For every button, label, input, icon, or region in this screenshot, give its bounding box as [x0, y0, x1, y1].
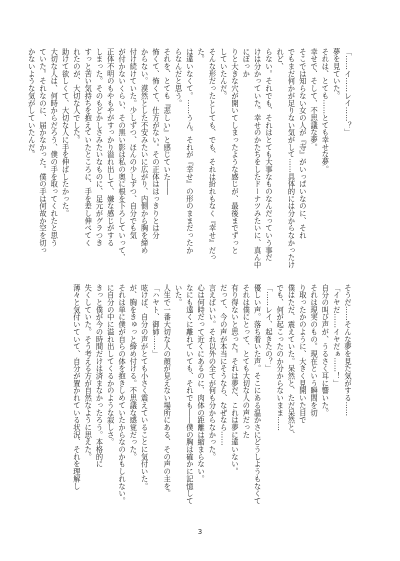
text-block-upper [27, 48, 354, 274]
text-column: それを、とても『悲しい』と感じていた―― [163, 48, 173, 195]
text-column: 夢を見ていた。 [332, 48, 342, 100]
text-column: 「……レイ、起きたの？」 [264, 284, 274, 373]
text-column: りと大きな穴が開いてしまったような感じが、最後までずっと [231, 48, 241, 254]
text-column: それは現実のもの。現在という瞬間を切 [310, 284, 320, 417]
text-column: ていた。それなのに、届かなかった。僕の手は何故か空を切っ [38, 48, 48, 254]
text-column: でもまだ何かが足りない気がして……具体的には分からなかったけれど、 [276, 48, 297, 269]
text-column: それは僕にとって、とても大切な人の声だった [242, 284, 252, 439]
text-column: それは、とても……とても幸せな夢。 [321, 48, 331, 173]
text-column: からない。漠然とした不安みたいに広がり、内側から胸を締め [140, 48, 150, 254]
text-column: 自分の叫び声が、うるさく耳に響いた。 [321, 284, 331, 417]
text-column: 有り得ないと思った。それは夢だ、これは夢に違いない。 [231, 284, 241, 476]
text-column: だって、今の声が本当にそうなら、なぜなら…… [219, 284, 229, 446]
text-column: そうだ……そんな夢を見た気がする…… [344, 284, 353, 417]
text-column: 人生で一番大切な人の顔が見えない場所にある、その声の主を。 [163, 284, 173, 498]
page-number: 3 [197, 528, 203, 536]
text-column: すっと苦い気持ちを抱えていたところに、手を差し伸べてく [84, 48, 94, 247]
text-column: かないような気がしていたんだ。 [27, 48, 37, 159]
text-column: 付け続けていた。少しずつ、ほんの少しずつ、自分でも気 [129, 48, 139, 240]
text-column: が付かないくらい、その黒い影は私の奥に根を下ろしていって、 [118, 48, 128, 262]
text-column: 助けて欲しくて、大切な人に手を伸ばしたかった。 [61, 48, 71, 218]
text-column: 優しい声。落ち着いた声。そこにある温かさにどうしようもなくて [253, 284, 263, 505]
text-column: れたのが、大切な人でした。 [72, 48, 82, 144]
text-column: 正体不明のもやもやがすっかり溢れ出して、嫌な感じがする [106, 48, 116, 247]
text-column: でも、何が起こったのか分からないまま…… [276, 284, 286, 431]
text-column: していたんだ。 [219, 48, 229, 100]
text-column: 心は何時だって近くにあるのに、肉体の距離は縮まらない。 [197, 284, 207, 483]
text-column: そんな形だったとしても、でも、それは紛れもなく『幸せ』だった。 [197, 48, 218, 262]
text-column: 言えばいい。それ以外の全てが何も分からなかった。 [208, 284, 218, 461]
text-block-lower [46, 284, 354, 508]
text-column: に自分の中に溢れ出してくるかのような寂しさ。 [106, 284, 116, 446]
text-column: そこでは知らない女の人が『寺』がいっぱいなのに、それ [298, 48, 308, 240]
text-column: り取ったかのように、大きく見開いた目で [298, 284, 308, 424]
text-column: しまった。そのもどかしさみたいなものに、足元がグラつき [95, 48, 105, 247]
text-column: 薄々と気付いていて、自分が置かれている状況、それを理解し [72, 284, 82, 490]
text-column: は違いなくて。……うん。それが『幸せ』の形のままだったか [185, 48, 195, 254]
text-column: 「……イ……レイ……？」 [344, 48, 353, 137]
text-column: なにも遠くに離れていても、それでも――僕の胸は確かに記憶していた。 [174, 284, 195, 505]
text-column: 「ハヤト、御姉……」 [151, 284, 161, 358]
text-column: らない。それでも、それはとても大事なものなんだっていう事だ [264, 48, 274, 262]
text-column: らなんだと思う。 [174, 48, 184, 107]
text-column: 僕はただ、震えていた。呆然と、ただ呆然と、 [287, 284, 297, 439]
text-column: 「イヤだ……イヤだぁ……！」 [332, 284, 342, 387]
text-column: けは分かっていた。幸せのかたちをしたドーナツみたいに、真ん中にぽっか [242, 48, 263, 269]
text-column: 怖くて、怖くて、仕方がない。その正体ははっきりとは分 [151, 48, 161, 240]
text-column: きっと僕が今の時間だけは済まなかったろう。本格的に [95, 284, 105, 468]
text-column: 大切な人は、何時からだろう、僕の手を取ってくれたと思う [50, 48, 60, 247]
text-column: 失くしていた。そう考える方が自然なように思えた。 [84, 284, 94, 461]
text-column: 呟けば、自分の声がとても小さく震えていることに気付いた。 [140, 284, 150, 490]
text-column: 幸せで、そして、不思議な夢。 [310, 48, 320, 151]
text-column: それは単に僕が自らの体を抱きしめていたからなのかもしれない。 [118, 284, 128, 505]
text-column: が、胸をきゅっと締め付ける。不思議な感覚だった。 [129, 284, 139, 461]
